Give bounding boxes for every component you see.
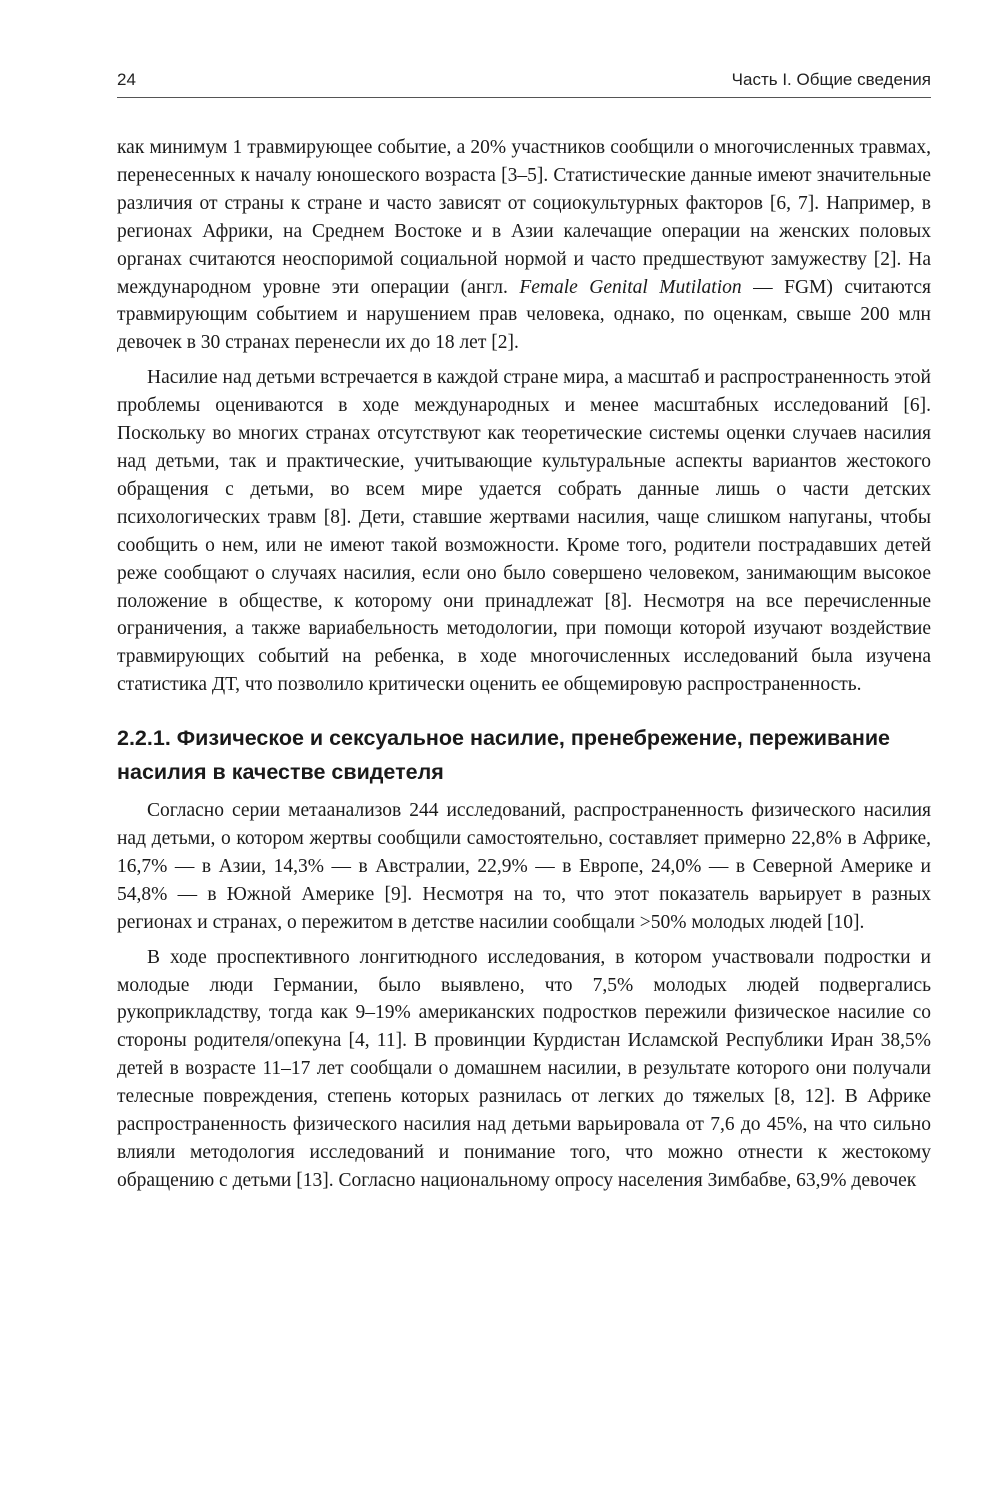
book-page (117, 70, 931, 1195)
section-heading: 2.2.1. Физическое и сексуальное насилие, пренебрежение, переживание насилия в качестве свидетеля (117, 726, 890, 785)
page-number: 24 (117, 70, 136, 89)
paragraph-3: Согласно серии метаанализов 244 исследований, распространенность физического насилия над детьми, о котором жертвы сообщили самостоятельно, составляет примерно 22,8% в Африке, 16,7% — в Азии, 14,3% — в Австралии, 22,9% — в Европе, 24,0% — в Северной Америке и 54,8% — в Южной Америке [9]. Несмотря на то, что этот показатель варьирует в разных регионах и странах, о пережитом в детстве насилии сообщали >50% молодых людей [10]. (117, 800, 931, 933)
running-header (117, 70, 931, 98)
paragraph-1-text-a: как минимум 1 травмирующее событие, а 20% участников сообщили о многочисленных травмах, перенесенных к началу юношеского возраста [3–5]. Статистические данные имеют значительные различия от страны к стране и часто зависят от социокультурных факторов [6, 7]. Например, в регионах Африки, на Среднем Востоке и в Азии калечащие операции на женских половых органах считаются неоспоримой социальной нормой и часто предшествуют замужеству [2]. На международном уровне эти операции (англ. (117, 137, 931, 298)
body-text (117, 134, 931, 1195)
paragraph-4: В ходе проспективного лонгитюдного исследования, в котором участвовали подростки и молодые люди Германии, было выявлено, что 7,5% молодых людей подвергались рукоприкладству, тогда как 9–19% американских подростков пережили физическое насилие со стороны родителя/опекуна [4, 11]. В провинции Курдистан Исламской Республики Иран 38,5% детей в возрасте 11–17 лет сообщали о домашнем насилии, в результате которого они получали телесные повреждения, степень которых разнилась от легких до тяжелых [8, 12]. В Африке распространенность физического насилия над детьми варьировала от 7,6 до 45%, на что сильно влияли методология исследований и понимание того, что можно отнести к жестокому обращению с детьми [13]. Согласно национальному опросу населения Зимбабве, 63,9% девочек (117, 946, 931, 1191)
part-title: Часть I. Общие сведения (731, 70, 931, 89)
paragraph-1-text-b: — FGM) считаются травмирующим событием и нарушением прав человека, однако, по оценкам, свыше 200 млн девочек в 30 странах перенесли их до 18 лет [2]. (117, 276, 931, 354)
paragraph-1 (117, 134, 931, 357)
paragraph-2: Насилие над детьми встречается в каждой стране мира, а масштаб и распространенность этой проблемы оцениваются в ходе международных и менее масштабных исследований [6]. Поскольку во многих странах отсутствуют как теоретические системы оценки случаев насилия над детьми, так и практические, учитывающие культуральные аспекты вариантов жестокого обращения с детьми, во всем мире удается собрать данные лишь о части детских психологических травм [8]. Дети, ставшие жертвами насилия, чаще слишком напуганы, чтобы сообщить о нем, или не имеют такой возможности. Кроме того, родители пострадавших детей реже сообщают о случаях насилия, если оно было совершено человеком, занимающим высокое положение в обществе, к которому они принадлежат [8]. Несмотря на все перечисленные ограничения, а также вариабельность методологии, при помощи которой изучают воздействие травмирующих событий на ребенка, в ходе многочисленных исследований была изучена статистика ДТ, что позволило критически оценить ее общемировую распространенность. (117, 367, 931, 696)
latin-term: Female Genital Mutilation (519, 276, 742, 298)
